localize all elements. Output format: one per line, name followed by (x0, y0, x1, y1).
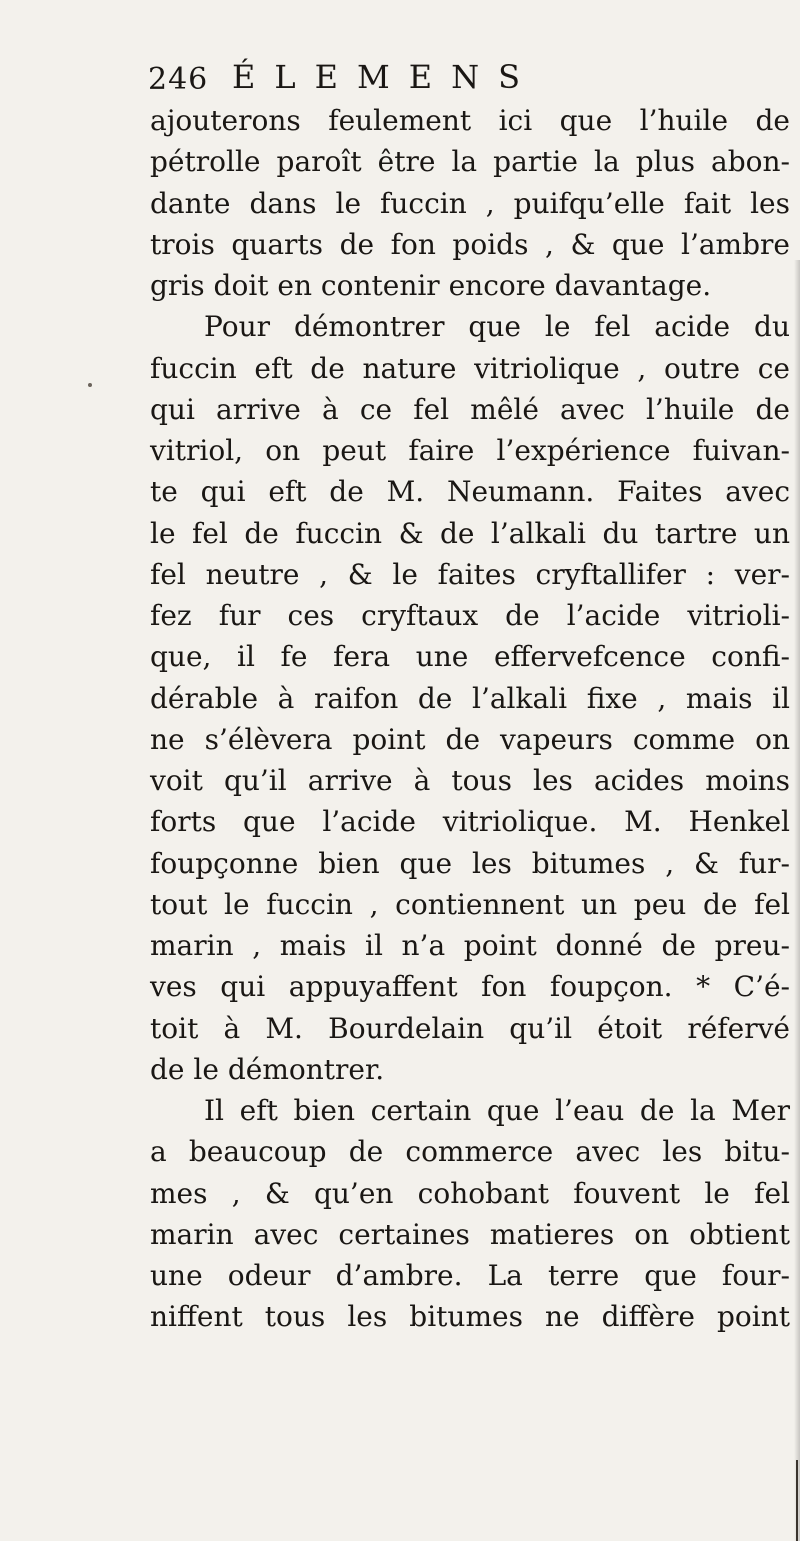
text-line: fez fur ces cryftaux de l’acide vitrioli- (150, 599, 790, 632)
text-line: qui arrive à ce fel mêlé avec l’huile de (150, 392, 790, 426)
text-line: de le démontrer. (150, 1052, 385, 1086)
text-line: vitriol, on peut faire l’expérience fuivan- (150, 434, 790, 467)
text-line: ajouterons feulement ici que l’huile de (150, 104, 790, 137)
text-line: mes , & qu’en cohobant fouvent le fel (150, 1176, 790, 1210)
text-line: ves qui appuyaffent fon foupçon. * C’é- (150, 970, 790, 1004)
text-line: Il eft bien certain que l’eau de la Mer (204, 1094, 790, 1127)
text-line: gris doit en contenir encore davantage. (150, 269, 712, 302)
page-edge-shadow (794, 260, 800, 1541)
text-line: le fel de fuccin & de l’alkali du tartre un (150, 516, 790, 550)
text-line: marin , mais il n’a point donné de preu- (150, 929, 790, 962)
text-line: fuccin eft de nature vitriolique , outre ce (150, 351, 790, 385)
text-line: toit à M. Bourdelain qu’il étoit réfervé (150, 1011, 790, 1045)
margin-mark (88, 383, 92, 387)
text-line: forts que l’acide vitriolique. M. Henkel (150, 805, 790, 839)
body-text (150, 100, 790, 1338)
text-line: niffent tous les bitumes ne diffère point (150, 1300, 790, 1334)
text-line: voit qu’il arrive à tous les acides moins (150, 764, 790, 797)
text-line: Pour démontrer que le fel acide du (204, 310, 790, 344)
text-line: tout le fuccin , contiennent un peu de fel (150, 887, 790, 921)
text-line: dérable à raifon de l’alkali fixe , mais il (150, 681, 790, 715)
text-line: que, il fe fera une effervefcence confi- (150, 640, 790, 674)
text-line: marin avec certaines matieres on obtient (150, 1217, 790, 1251)
text-line: trois quarts de fon poids , & que l’ambre (150, 227, 790, 261)
text-line: te qui eft de M. Neumann. Faites avec (150, 475, 790, 509)
text-line: dante dans le fuccin , puifqu’elle fait les (150, 186, 790, 220)
running-title: ÉLEMENS (232, 58, 540, 96)
text-line: a beaucoup de commerce avec les bitu- (150, 1135, 790, 1169)
page-number: 246 (148, 62, 209, 97)
page-header (148, 58, 788, 104)
page-edge-line (796, 1460, 798, 1541)
text-line: pétrolle paroît être la partie la plus abon- (150, 145, 790, 179)
text-line: ne s’élèvera point de vapeurs comme on (150, 722, 790, 756)
text-line: une odeur d’ambre. La terre que four- (150, 1259, 790, 1292)
text-line: foupçonne bien que les bitumes , & fur- (150, 846, 790, 880)
text-line: fel neutre , & le faites cryftallifer : ver- (150, 557, 790, 591)
